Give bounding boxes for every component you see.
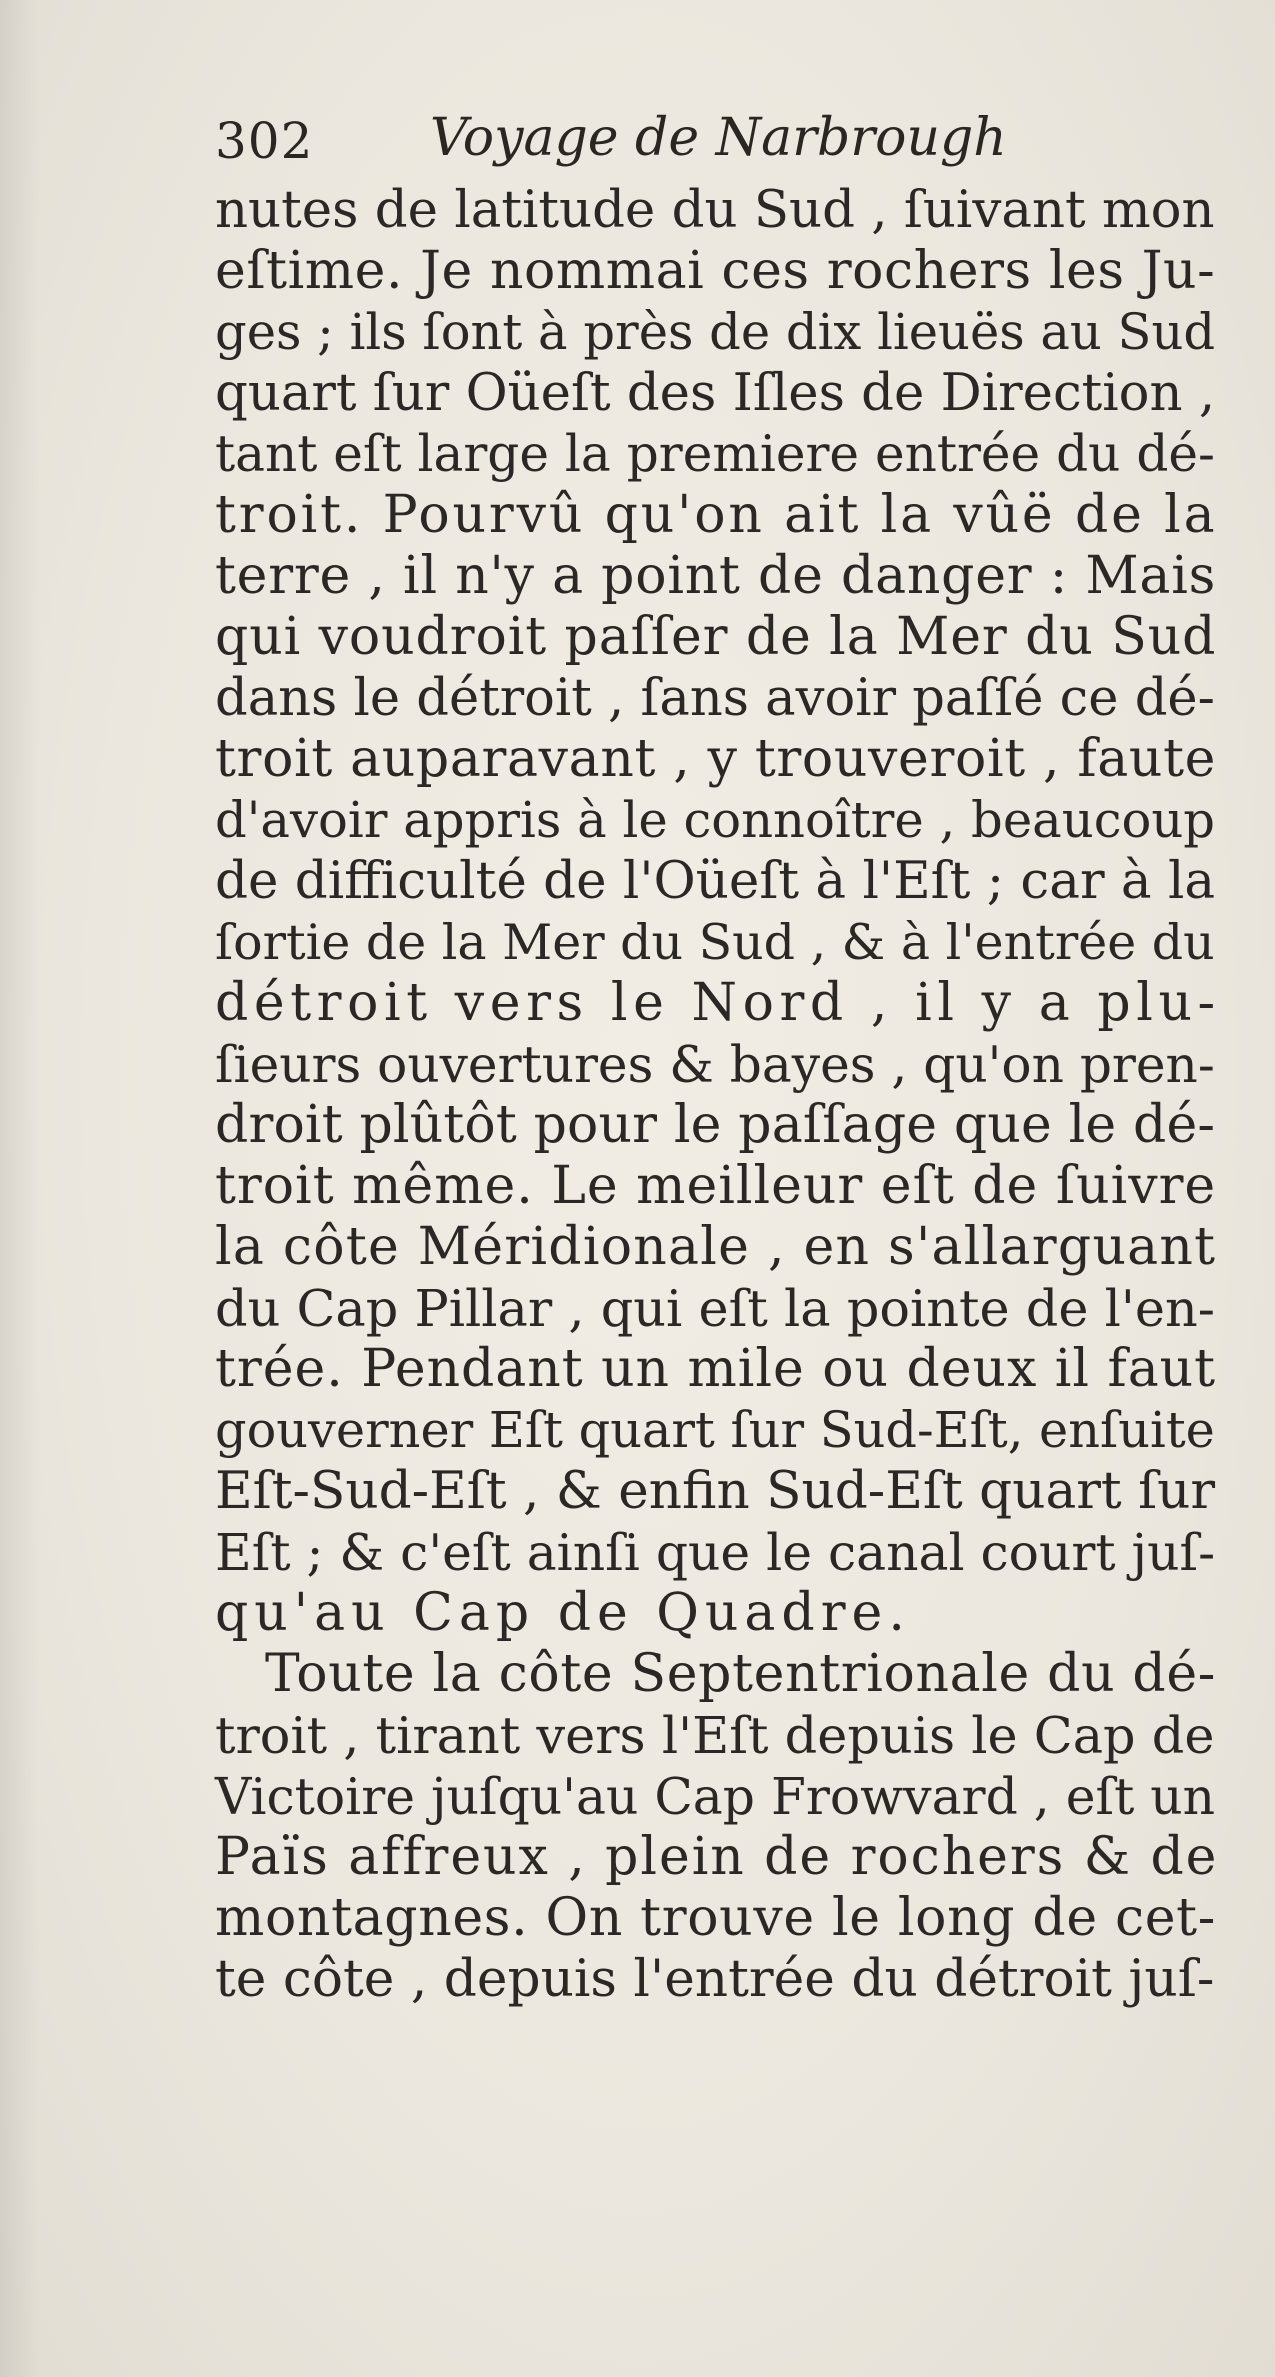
running-title: Voyage de Narbrough	[430, 108, 1007, 168]
text-line: ges ; ils ſont à près de dix lieuës au Sud	[215, 303, 1216, 361]
text-line: d'avoir appris à le connoître , beaucoup	[215, 791, 1216, 849]
page-gutter-shadow	[0, 0, 40, 2377]
text-line: montagnes. On trouve le long de cet-	[215, 1888, 1216, 1948]
text-line: droit plûtôt pour le paſſage que le dé-	[215, 1095, 1216, 1155]
text-line: dans le détroit , ſans avoir paſſé ce dé-	[215, 669, 1215, 728]
text-line: te côte , depuis l'entrée du détroit juſ-	[215, 1949, 1215, 2009]
text-line: détroit vers le Nord , il y a plu-	[215, 973, 1221, 1033]
paragraph-start-line: Toute la côte Septentrionale du dé-	[265, 1644, 1216, 1704]
text-line: Eſt-Sud-Eſt , & enfin Sud-Eſt quart ſur	[215, 1461, 1216, 1521]
text-line: trée. Pendant un mile ou deux il faut	[215, 1339, 1216, 1399]
text-line: terre , il n'y a point de danger : Mais	[215, 546, 1217, 606]
text-line: qu'au Cap de Quadre.	[215, 1583, 911, 1643]
body-text	[215, 180, 1221, 2010]
text-line: gouverner Eſt quart ſur Sud-Eſt, enſuite	[215, 1401, 1215, 1459]
text-line: ſortie de la Mer du Sud , & à l'entrée du	[215, 914, 1215, 971]
text-line: troit. Pourvû qu'on ait la vûë de la	[215, 485, 1218, 545]
text-line: Païs affreux , plein de rochers & de	[215, 1827, 1219, 1887]
text-line: quart ſur Oüeſt des Iſles de Direction ,	[215, 363, 1216, 423]
text-line: tant eſt large la premiere entrée du dé-	[215, 425, 1215, 483]
text-line: troit même. Le meilleur eſt de ſuivre	[215, 1156, 1217, 1216]
text-line: Victoire juſqu'au Cap Frowvard , eſt un	[215, 1767, 1216, 1826]
page-number: 302	[215, 112, 314, 170]
text-line: ſieurs ouvertures & bayes , qu'on pren-	[215, 1035, 1215, 1094]
text-line: nutes de latitude du Sud , ſuivant mon	[215, 180, 1215, 240]
text-line: eſtime. Je nommai ces rochers les Ju-	[215, 241, 1216, 301]
text-line: du Cap Pillar , qui eſt la pointe de l'en-	[215, 1279, 1215, 1338]
text-line: de difficulté de l'Oüeſt à l'Eſt ; car à la	[215, 851, 1216, 911]
text-line: troit auparavant , y trouveroit , faute	[215, 729, 1217, 789]
text-line: Eſt ; & c'eſt ainſi que le canal court juſ-	[215, 1523, 1216, 1582]
text-line: la côte Méridionale , en s'allarguant	[215, 1217, 1217, 1277]
text-line: troit , tirant vers l'Eſt depuis le Cap de	[215, 1706, 1215, 1765]
page-header	[215, 108, 1215, 182]
text-line: qui voudroit paſſer de la Mer du Sud	[215, 607, 1217, 667]
